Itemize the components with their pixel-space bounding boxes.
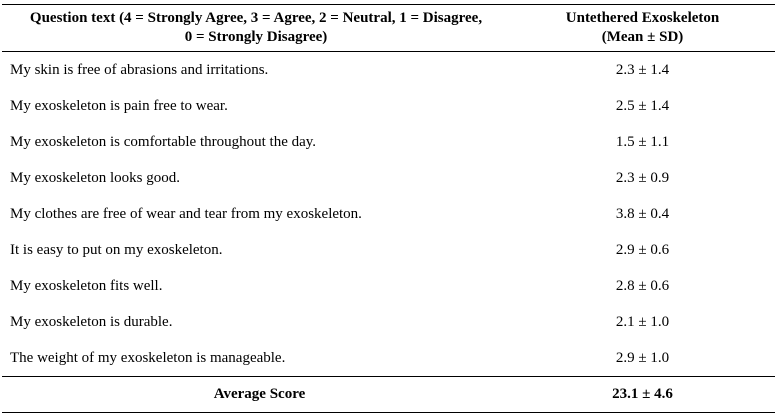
- table-row: [2, 160, 775, 196]
- table-row: [2, 340, 775, 377]
- table-row: [2, 52, 775, 89]
- questionnaire-results-table: [2, 4, 775, 413]
- table-row: [2, 232, 775, 268]
- table-row: [2, 124, 775, 160]
- value-cell: 2.3 ± 0.9: [615, 170, 670, 186]
- value-cell: 2.9 ± 1.0: [615, 350, 670, 366]
- table-body: [2, 52, 775, 413]
- question-cell: My clothes are free of wear and tear from my exoskeleton.: [10, 206, 362, 222]
- value-cell: 2.3 ± 1.4: [615, 62, 670, 78]
- question-cell: It is easy to put on my exoskeleton.: [10, 242, 223, 258]
- question-cell: My skin is free of abrasions and irritations.: [10, 62, 269, 78]
- average-score-value: 23.1 ± 4.6: [510, 377, 775, 413]
- question-cell: My exoskeleton looks good.: [10, 170, 180, 186]
- question-cell: My exoskeleton fits well.: [10, 278, 163, 294]
- table-row: [2, 304, 775, 340]
- value-header-text: Untethered Exoskeleton (Mean ± SD): [565, 10, 720, 45]
- question-cell: My exoskeleton is pain free to wear.: [10, 98, 228, 114]
- table-row: [2, 196, 775, 232]
- question-cell: My exoskeleton is comfortable throughout the day.: [10, 134, 317, 150]
- value-cell: 2.1 ± 1.0: [615, 314, 670, 330]
- table-header: [2, 5, 775, 52]
- value-cell: 3.8 ± 0.4: [615, 206, 670, 222]
- value-cell: 1.5 ± 1.1: [615, 134, 670, 150]
- header-row: [2, 5, 775, 52]
- table-row: [2, 268, 775, 304]
- value-column-header: [510, 5, 775, 52]
- average-score-row: [2, 377, 775, 413]
- question-cell: The weight of my exoskeleton is manageable.: [10, 350, 286, 366]
- value-cell: 2.9 ± 0.6: [615, 242, 670, 258]
- question-column-header: [2, 5, 510, 52]
- average-score-label: Average Score: [2, 377, 510, 413]
- value-cell: 2.8 ± 0.6: [615, 278, 670, 294]
- table-row: [2, 88, 775, 124]
- value-cell: 2.5 ± 1.4: [615, 98, 670, 114]
- question-cell: My exoskeleton is durable.: [10, 314, 173, 330]
- question-header-text: Question text (4 = Strongly Agree, 3 = Agree, 2 = Neutral, 1 = Disagree, 0 = Strongly Disagree): [29, 10, 483, 45]
- results-table-container: [2, 4, 775, 413]
